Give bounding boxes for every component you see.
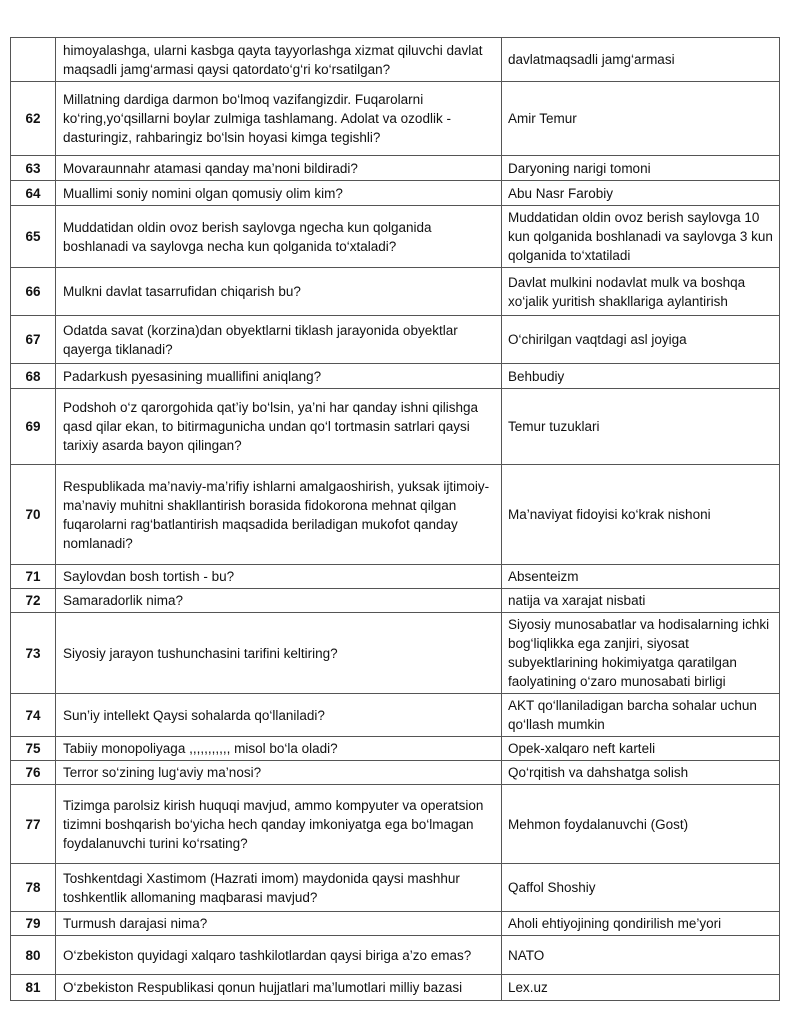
table-row — [11, 737, 780, 761]
row-number: 75 — [11, 737, 56, 761]
question-cell: Saylovdan bosh tortish - bu? — [56, 565, 502, 589]
table-row — [11, 268, 780, 316]
table-row — [11, 589, 780, 613]
row-number: 62 — [11, 82, 56, 156]
answer-cell: Absenteizm — [502, 565, 780, 589]
row-number: 70 — [11, 465, 56, 565]
row-number: 68 — [11, 364, 56, 389]
answer-cell: NATO — [502, 936, 780, 975]
row-number: 67 — [11, 316, 56, 364]
table-row — [11, 181, 780, 206]
question-cell: Sun’iy intellekt Qaysi sohalarda qo‘llaniladi? — [56, 694, 502, 737]
question-cell: Siyosiy jarayon tushunchasini tarifini keltiring? — [56, 613, 502, 694]
qa-table-body — [11, 38, 780, 1001]
question-cell: Muddatidan oldin ovoz berish saylovga ngecha kun qolganida boshlanadi va saylovga necha kun qolganida to‘xtaladi? — [56, 206, 502, 268]
question-cell: Samaradorlik nima? — [56, 589, 502, 613]
table-row — [11, 613, 780, 694]
answer-cell: natija va xarajat nisbati — [502, 589, 780, 613]
question-cell: O‘zbekiston Respublikasi qonun hujjatlari ma’lumotlari milliy bazasi — [56, 975, 502, 1001]
row-number: 71 — [11, 565, 56, 589]
answer-cell: Behbudiy — [502, 364, 780, 389]
row-number: 78 — [11, 864, 56, 912]
row-number: 80 — [11, 936, 56, 975]
table-row — [11, 785, 780, 864]
answer-cell: Qo‘rqitish va dahshatga solish — [502, 761, 780, 785]
question-cell: Terror so‘zining lug‘aviy ma’nosi? — [56, 761, 502, 785]
row-number: 73 — [11, 613, 56, 694]
answer-cell: Amir Temur — [502, 82, 780, 156]
answer-cell: Qaffol Shoshiy — [502, 864, 780, 912]
row-number: 65 — [11, 206, 56, 268]
answer-cell: Davlat mulkini nodavlat mulk va boshqa xo‘jalik yuritish shakllariga aylantirish — [502, 268, 780, 316]
row-number: 74 — [11, 694, 56, 737]
question-cell: Tabiiy monopoliyaga ,,,,,,,,,,, misol bo‘la oladi? — [56, 737, 502, 761]
table-row — [11, 565, 780, 589]
answer-cell: Mehmon foydalanuvchi (Gost) — [502, 785, 780, 864]
table-row — [11, 206, 780, 268]
answer-cell: davlatmaqsadli jamg‘armasi — [502, 38, 780, 82]
table-row — [11, 82, 780, 156]
answer-cell: Daryoning narigi tomoni — [502, 156, 780, 181]
table-row — [11, 465, 780, 565]
answer-cell: Siyosiy munosabatlar va hodisalarning ichki bog‘liqlikka ega zanjiri, siyosat subyektlarining hokimiyatga qaratilgan faolyatining o‘zaro munosabati birligi — [502, 613, 780, 694]
question-cell: Muallimi soniy nomini olgan qomusiy olim kim? — [56, 181, 502, 206]
table-row — [11, 694, 780, 737]
row-number: 79 — [11, 912, 56, 936]
table-row — [11, 975, 780, 1001]
question-cell: Respublikada ma’naviy-ma’rifiy ishlarni amalgaoshirish, yuksak ijtimoiy-ma’naviy muhitni shakllantirish borasida fidokorona mehnat qilgan fuqarolarni rag‘batlantirish maqsadida beriladigan mukofot qanday nomlanadi? — [56, 465, 502, 565]
table-row — [11, 389, 780, 465]
answer-cell: Opek-xalqaro neft karteli — [502, 737, 780, 761]
question-cell: Turmush darajasi nima? — [56, 912, 502, 936]
question-cell: O‘zbekiston quyidagi xalqaro tashkilotlardan qaysi biriga a’zo emas? — [56, 936, 502, 975]
table-row — [11, 761, 780, 785]
row-number: 72 — [11, 589, 56, 613]
row-number: 63 — [11, 156, 56, 181]
answer-cell: Lex.uz — [502, 975, 780, 1001]
table-row — [11, 864, 780, 912]
document-page — [10, 37, 779, 1001]
row-number: 66 — [11, 268, 56, 316]
row-number — [11, 38, 56, 82]
row-number: 77 — [11, 785, 56, 864]
question-cell: himoyalashga, ularni kasbga qayta tayyorlashga xizmat qiluvchi davlat maqsadli jamg‘armasi qaysi qatordato‘g‘ri ko‘rsatilgan? — [56, 38, 502, 82]
table-row — [11, 364, 780, 389]
answer-cell: Aholi ehtiyojining qondirilish me’yori — [502, 912, 780, 936]
question-cell: Odatda savat (korzina)dan obyektlarni tiklash jarayonida obyektlar qayerga tiklanadi? — [56, 316, 502, 364]
qa-table — [10, 37, 780, 1001]
answer-cell: AKT qo‘llaniladigan barcha sohalar uchun qo‘llash mumkin — [502, 694, 780, 737]
question-cell: Movaraunnahr atamasi qanday ma’noni bildiradi? — [56, 156, 502, 181]
table-row — [11, 38, 780, 82]
row-number: 64 — [11, 181, 56, 206]
answer-cell: Muddatidan oldin ovoz berish saylovga 10 kun qolganida boshlanadi va saylovga 3 kun qolganida to‘xtatiladi — [502, 206, 780, 268]
row-number: 81 — [11, 975, 56, 1001]
table-row — [11, 936, 780, 975]
table-row — [11, 316, 780, 364]
row-number: 69 — [11, 389, 56, 465]
question-cell: Tizimga parolsiz kirish huquqi mavjud, ammo kompyuter va operatsion tizimni boshqarish bo‘yicha hech qanday imkoniyatga ega bo‘lmagan foydalanuvchi turini ko‘rsating? — [56, 785, 502, 864]
table-row — [11, 156, 780, 181]
answer-cell: O‘chirilgan vaqtdagi asl joyiga — [502, 316, 780, 364]
question-cell: Podshoh o‘z qarorgohida qat’iy bo‘lsin, ya’ni har qanday ishni qilishga qasd qilar ekan, to bitirmagunicha undan qo‘l tortmasin satrlari qaysi tarixiy asarda bayon qilingan? — [56, 389, 502, 465]
question-cell: Mulkni davlat tasarrufidan chiqarish bu? — [56, 268, 502, 316]
question-cell: Toshkentdagi Xastimom (Hazrati imom) maydonida qaysi mashhur toshkentlik allomaning maqbarasi mavjud? — [56, 864, 502, 912]
row-number: 76 — [11, 761, 56, 785]
answer-cell: Abu Nasr Farobiy — [502, 181, 780, 206]
question-cell: Padarkush pyesasining muallifini aniqlang? — [56, 364, 502, 389]
question-cell: Millatning dardiga darmon bo‘lmoq vazifangizdir. Fuqarolarni ko‘ring,yo‘qsillarni boylar zulmiga tashlamang. Adolat va ozodlik - dasturingiz, rahbaringiz bo‘lsin hoyasi kimga tegishli? — [56, 82, 502, 156]
answer-cell: Temur tuzuklari — [502, 389, 780, 465]
table-row — [11, 912, 780, 936]
answer-cell: Ma’naviyat fidoyisi ko‘krak nishoni — [502, 465, 780, 565]
